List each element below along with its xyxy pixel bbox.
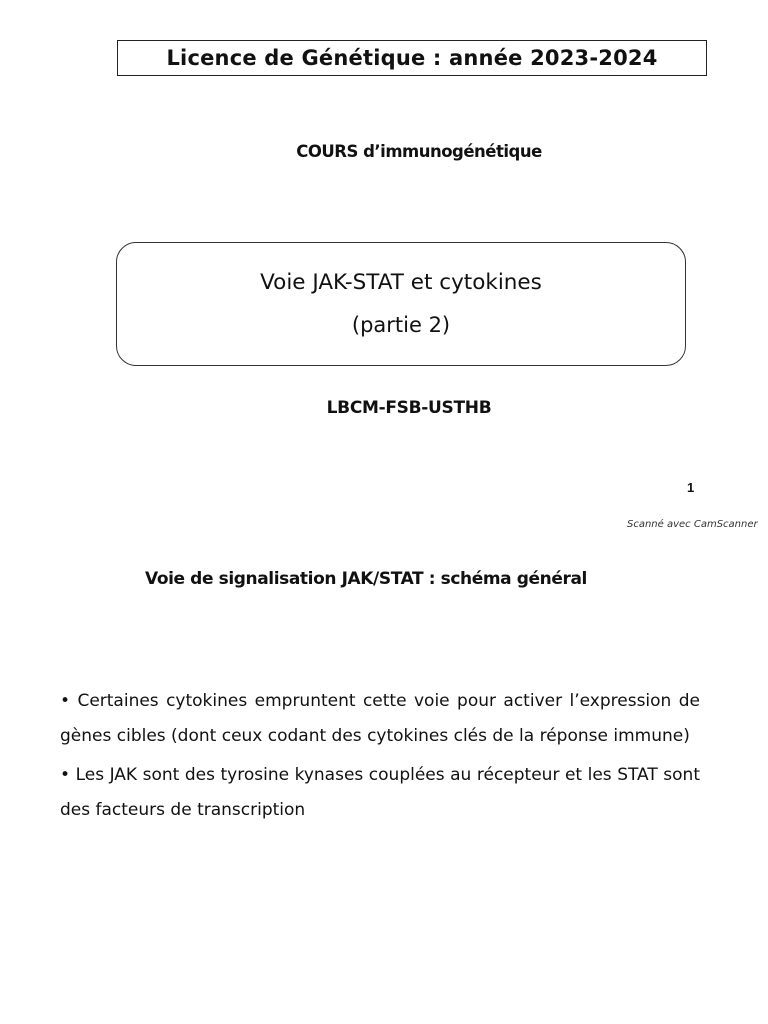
topic-title: Voie JAK-STAT et cytokines — [260, 270, 542, 295]
lab-name: LBCM-FSB-USTHB — [326, 398, 492, 418]
slide-heading: Voie de signalisation JAK/STAT : schéma général — [145, 569, 587, 589]
bullet-item: • Les JAK sont des tyrosine kynases couplées au récepteur et les STAT sont des facteurs de transcription — [60, 765, 700, 820]
topic-box — [116, 242, 686, 366]
topic-part: (partie 2) — [351, 313, 451, 337]
scanner-watermark: Scanné avec CamScanner — [627, 519, 758, 530]
bullet-list — [60, 684, 700, 832]
document-title: Licence de Génétique : année 2023-2024 — [166, 46, 658, 70]
course-name: COURS d’immunogénétique — [296, 142, 542, 161]
title-box — [117, 40, 707, 76]
bullet-item: • Certaines cytokines empruntent cette voie pour activer l’expression de gènes cibles (dont ceux codant des cytokines clés de la réponse immune) — [60, 691, 700, 746]
page-number: 1 — [687, 480, 695, 495]
